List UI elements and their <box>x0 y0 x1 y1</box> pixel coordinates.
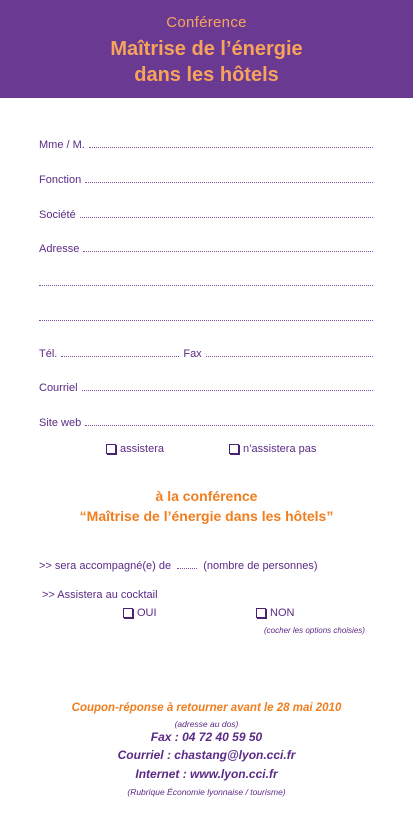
accompanied-suffix: (nombre de personnes) <box>203 560 318 572</box>
cocktail-yes-option[interactable] <box>123 607 157 619</box>
email-line[interactable] <box>82 389 373 391</box>
company-label: Société <box>39 209 76 221</box>
cocktail-no-checkbox[interactable] <box>256 608 266 618</box>
cocktail-yes-label: OUI <box>137 607 157 619</box>
email-contact: Courriel : chastang@lyon.cci.fr <box>117 748 296 762</box>
accompanied-prefix: >> sera accompagné(e) de <box>39 560 172 572</box>
conference-line1: à la conférence <box>155 488 258 504</box>
website-field[interactable] <box>39 413 373 429</box>
address-line[interactable] <box>83 250 373 252</box>
accompanied-row <box>39 560 318 572</box>
internet-contact: Internet : www.lyon.cci.fr <box>135 767 278 781</box>
fax-contact: Fax : 04 72 40 59 50 <box>150 730 263 744</box>
email-field[interactable] <box>39 378 373 394</box>
event-kicker: Conférence <box>166 14 247 31</box>
attend-checkbox[interactable] <box>106 444 116 454</box>
event-title-line1: Maîtrise de l’énergie <box>110 38 303 60</box>
company-line[interactable] <box>80 216 373 218</box>
website-label: Site web <box>39 417 82 429</box>
address-label: Adresse <box>39 243 80 255</box>
website-line[interactable] <box>85 424 373 426</box>
email-label: Courriel <box>39 382 78 394</box>
not-attend-checkbox[interactable] <box>229 444 239 454</box>
event-title-line2: dans les hôtels <box>134 64 279 86</box>
cocktail-yes-checkbox[interactable] <box>123 608 133 618</box>
options-note: (cocher les options choisies) <box>264 626 365 635</box>
attend-label: assistera <box>120 443 165 455</box>
tel-label: Tél. <box>39 348 58 360</box>
event-title <box>0 36 413 88</box>
phone-fax-field[interactable] <box>39 344 373 360</box>
deadline-text: Coupon-réponse à retourner avant le 28 mai 2010 <box>71 702 342 714</box>
tel-line[interactable] <box>61 355 179 357</box>
cocktail-no-option[interactable] <box>256 607 294 619</box>
name-line[interactable] <box>89 146 373 148</box>
fax-label: Fax <box>183 348 202 360</box>
name-field[interactable] <box>39 135 373 151</box>
conference-line2: “Maîtrise de l’énergie dans les hôtels” <box>79 508 334 524</box>
rubric-note: (Rubrique Économie lyonnaise / tourisme) <box>127 787 286 797</box>
accompanied-count-line[interactable] <box>177 568 197 569</box>
function-line[interactable] <box>85 181 373 183</box>
address-field[interactable] <box>39 239 373 255</box>
company-field[interactable] <box>39 205 373 221</box>
address-line-2[interactable] <box>39 285 373 286</box>
header-banner <box>0 0 413 98</box>
function-field[interactable] <box>39 170 373 186</box>
address-note: (adresse au dos) <box>174 719 239 729</box>
address-line-3[interactable] <box>39 320 373 321</box>
cocktail-no-label: NON <box>270 607 295 619</box>
function-label: Fonction <box>39 174 82 186</box>
not-attend-option[interactable] <box>229 443 316 455</box>
not-attend-label: n’assistera pas <box>243 443 317 455</box>
fax-line[interactable] <box>206 355 373 357</box>
attend-option[interactable] <box>106 443 164 455</box>
name-label: Mme / M. <box>39 139 85 151</box>
cocktail-label: >> Assistera au cocktail <box>42 589 158 601</box>
